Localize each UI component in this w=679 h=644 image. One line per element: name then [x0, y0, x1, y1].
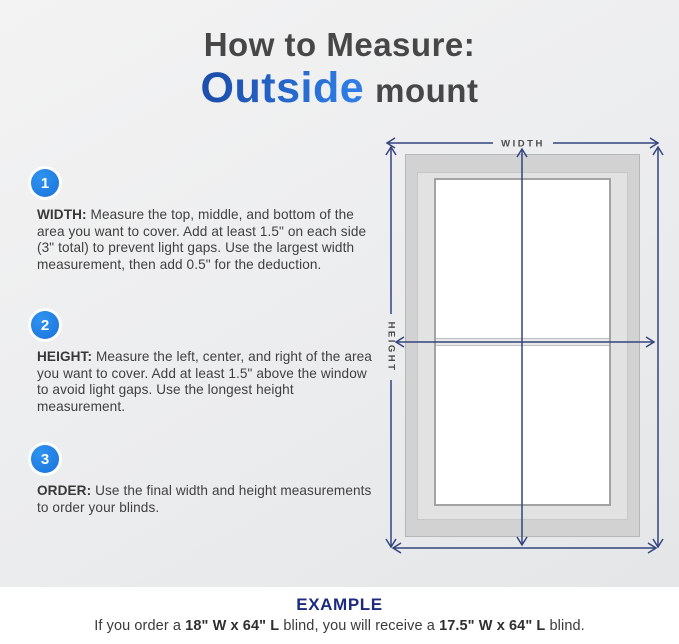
- example-heading: EXAMPLE: [296, 595, 383, 614]
- height-arrow-label: HEIGHT: [385, 321, 397, 373]
- page-title-line1: How to Measure:: [203, 26, 476, 63]
- step-2-label: HEIGHT:: [37, 349, 93, 364]
- title-block: [0, 26, 679, 111]
- page-title-line2: [0, 65, 679, 111]
- step-3-number-badge: 3: [31, 445, 59, 473]
- measurement-arrows-overlay: [380, 130, 670, 560]
- title-highlight-outside: Outside: [200, 64, 365, 112]
- step-2-text: [37, 349, 377, 415]
- step-1-body: Measure the top, middle, and bottom of the area you want to cover. Add at least 1.5" on each side (3" total) to prevent light gaps. Use the largest width measurement, then add 0.5" for the deduction.: [37, 207, 367, 272]
- title-suffix-mount: mount: [375, 72, 479, 109]
- step-1-label: WIDTH:: [37, 207, 87, 222]
- example-suffix: blind.: [545, 618, 585, 634]
- height-arrow: [386, 147, 397, 547]
- example-sentence: [0, 618, 679, 634]
- step-3-label: ORDER:: [37, 483, 92, 498]
- step-3-body: Use the final width and height measurements to order your blinds.: [37, 483, 372, 515]
- step-2-number-badge: 2: [31, 311, 59, 339]
- step-3-text: [37, 483, 377, 516]
- example-middle: blind, you will receive a: [279, 618, 440, 634]
- step-2: [31, 311, 377, 415]
- step-3: [31, 445, 377, 516]
- step-1-text: [37, 207, 377, 273]
- step-1: [31, 169, 377, 273]
- example-footer: [0, 587, 679, 644]
- example-ordered-size: 18" W x 64" L: [185, 618, 280, 634]
- window-measure-diagram: [380, 130, 670, 560]
- example-prefix: If you order a: [94, 618, 186, 634]
- example-received-size: 17.5" W x 64" L: [439, 618, 546, 634]
- width-arrow-label: WIDTH: [501, 138, 545, 150]
- width-arrow: [387, 139, 658, 150]
- step-2-body: Measure the left, center, and right of the area you want to cover. Add at least 1.5" above the window to avoid light gaps. Use the longest height measurement.: [37, 349, 372, 414]
- step-1-number-badge: 1: [31, 169, 59, 197]
